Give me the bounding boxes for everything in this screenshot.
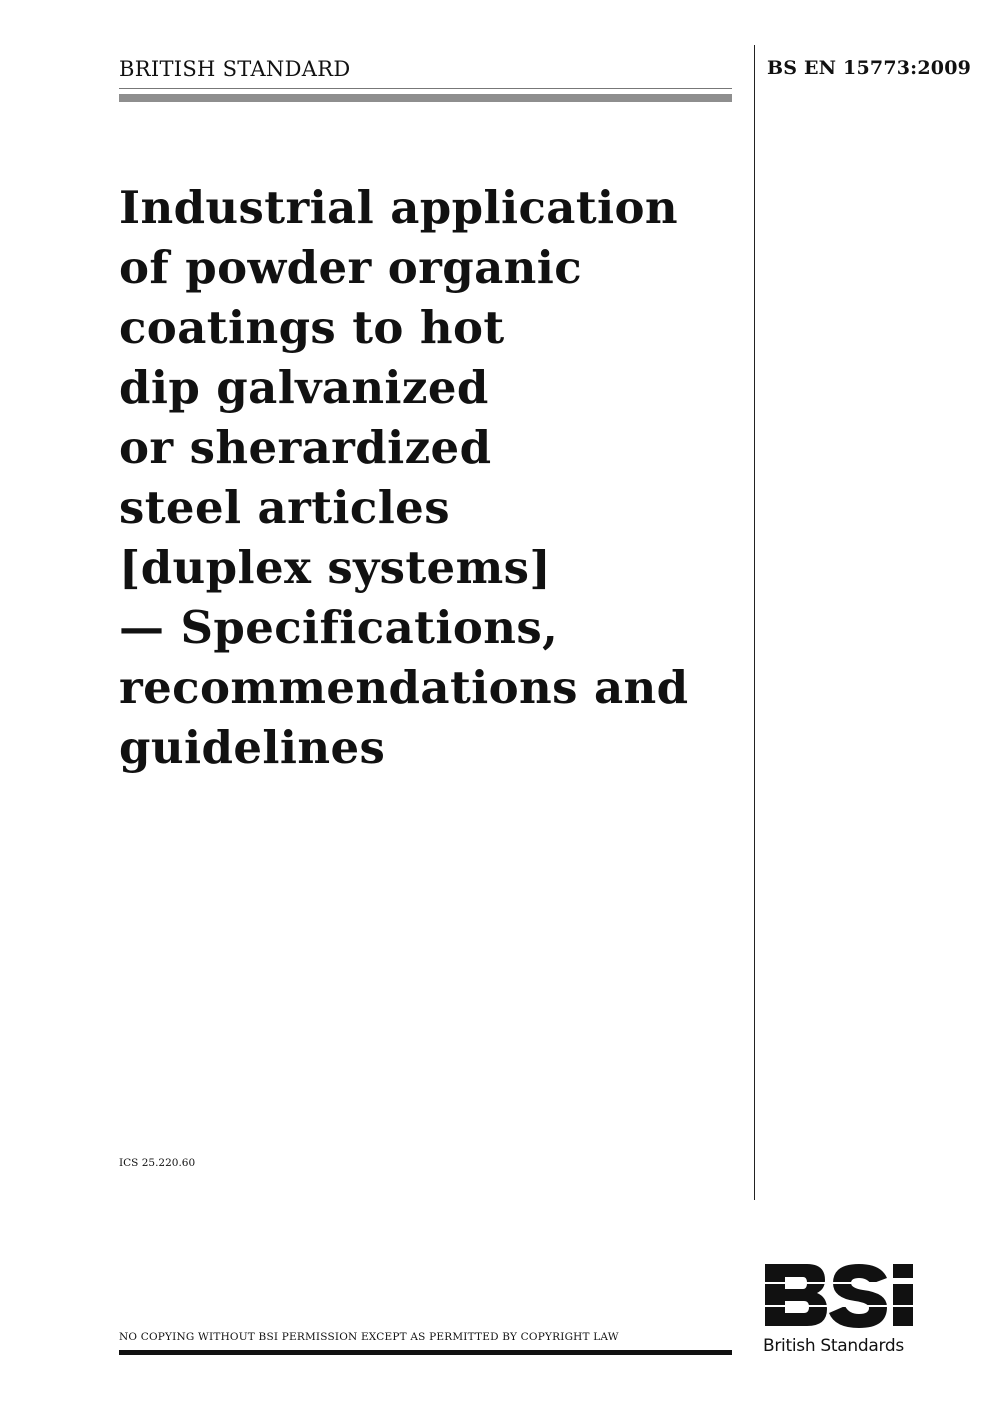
bsi-logo-icon: [763, 1258, 943, 1334]
title-line: [duplex systems]: [119, 541, 552, 594]
vertical-divider: [754, 45, 755, 1200]
header-rule-thick: [119, 94, 732, 102]
copyright-notice: NO COPYING WITHOUT BSI PERMISSION EXCEPT AS PERMITTED BY COPYRIGHT LAW: [119, 1331, 619, 1343]
title-line: or sherardized: [119, 421, 492, 474]
title-line: coatings to hot: [119, 301, 505, 354]
footer-rule: [119, 1350, 732, 1355]
title-line: of powder organic: [119, 241, 583, 294]
logo-caption: [763, 1336, 904, 1356]
title-line: recommendations and: [119, 661, 689, 714]
logo-caption-text: British Standards: [763, 1336, 904, 1356]
document-title: [119, 178, 739, 778]
document-number: BS EN 15773:2009: [767, 57, 972, 79]
title-line: — Specifications,: [119, 601, 559, 654]
header-rule-thin: [119, 88, 732, 89]
standard-type-label: BRITISH STANDARD: [119, 57, 351, 81]
title-line: steel articles: [119, 481, 450, 534]
ics-code: ICS 25.220.60: [119, 1157, 196, 1169]
title-line: dip galvanized: [119, 361, 489, 414]
bsi-logo: [763, 1258, 943, 1363]
title-line: guidelines: [119, 721, 386, 774]
title-line: Industrial application: [119, 181, 679, 234]
